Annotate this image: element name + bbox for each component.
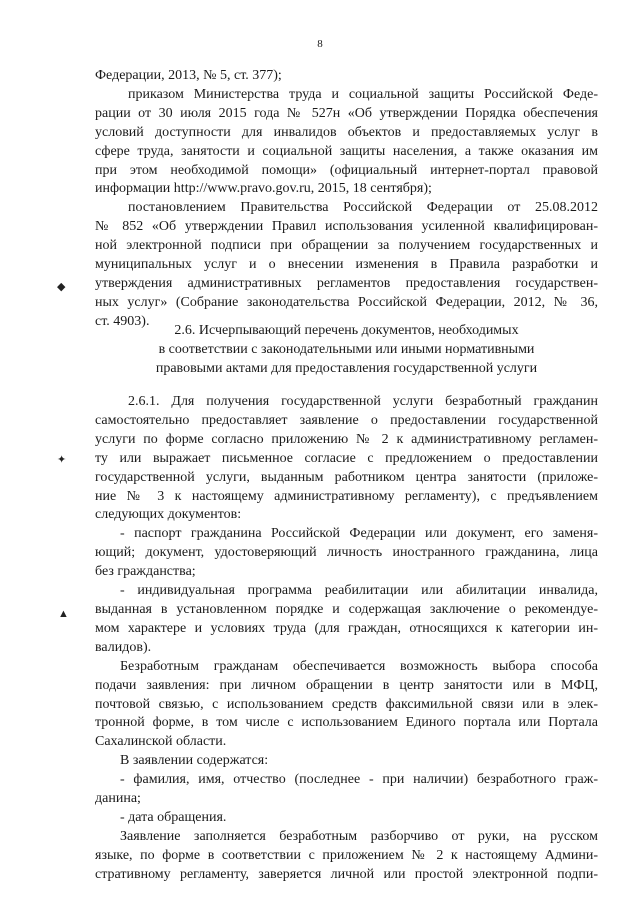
text-line: тронной форме, в том числе с использованием Единого портала или Портала <box>95 715 598 731</box>
heading-line: 2.6. Исчерпывающий перечень документов, необходимых <box>174 323 519 338</box>
text-line: языке, по форме в соответствии с приложением № 2 к настоящему Админи- <box>95 847 598 863</box>
section-heading <box>95 322 598 379</box>
text-line: ние № 3 к настоящему административному регламенту), с предъявлением <box>95 488 598 504</box>
text-line: Безработным гражданам обеспечивается возможность выбора способа <box>120 658 598 674</box>
text-line: ту или выражает письменное согласие с предложением о предоставлении <box>95 450 598 466</box>
page-number: 8 <box>317 38 323 50</box>
text-line: приказом Министерства труда и социальной защиты Российской Феде- <box>128 86 598 102</box>
text-line: почтовой связью, с использованием средств факсимильной связи или в элек- <box>95 696 598 712</box>
text-line: информации http://www.pravo.gov.ru, 2015, 18 сентября); <box>95 181 432 197</box>
text-line: Федерации, 2013, № 5, ст. 377); <box>95 68 282 83</box>
text-line: - индивидуальная программа реабилитации или абилитации инвалида, <box>120 583 598 599</box>
text-line: следующих документов: <box>95 507 242 523</box>
text-line: стративному регламенту, заверяется личной или простой электронной подпи- <box>95 866 598 882</box>
text-line: ющий; документ, удостоверяющий личность иностранного гражданина, лица <box>95 545 598 561</box>
text-line: 2.6.1. Для получения государственной услуги безработный гражданин <box>128 394 598 409</box>
scan-artifact-mark: ✦ <box>57 454 67 466</box>
heading-line: в соответствии с законодательными или иными нормативными <box>158 341 535 357</box>
text-line: государственной услуги, выданным работником центра занятости (приложе- <box>95 469 598 485</box>
text-line: - дата обращения. <box>120 809 227 825</box>
scan-artifact-mark: ◆ <box>57 281 66 293</box>
text-line: условий доступности для инвалидов объектов и предоставляемых услуг в <box>95 124 598 140</box>
text-line: рации от 30 июля 2015 года № 527н «Об утверждении Порядка обеспечения <box>95 105 598 121</box>
text-line: данина; <box>95 791 141 807</box>
text-line: мом характере и условиях труда (для граждан, относящихся к категории ин- <box>95 620 598 636</box>
text-line: Сахалинской области. <box>95 734 227 750</box>
text-line: утверждения административных регламентов предоставления государствен- <box>95 275 598 291</box>
text-line: - фамилия, имя, отчество (последнее - при наличии) безработного граж- <box>120 772 598 788</box>
text-line: ной электронной подписи при обращении за получением государственных и <box>95 238 598 254</box>
text-line: - паспорт гражданина Российской Федерации или документ, его заменя- <box>120 526 598 542</box>
text-line: № 852 «Об утверждении Правил использования усиленной квалифицирован- <box>95 219 598 235</box>
text-line: ст. 4903). <box>95 313 150 329</box>
text-line: выданная в установленном порядке и содержащая заключение о рекомендуе- <box>95 601 598 617</box>
text-line: самостоятельно предоставляет заявление о предоставлении государственной <box>95 412 598 428</box>
text-line: ных услуг» (Собрание законодательства Российской Федерации, 2012, № 36, <box>95 294 598 310</box>
text-line: муниципальных услуг и о внесении изменения в Правила разработки и <box>95 257 598 273</box>
heading-line: правовыми актами для предоставления государственной услуги <box>155 360 538 376</box>
section-body <box>95 393 598 885</box>
text-line: В заявлении содержатся: <box>120 753 269 769</box>
text-line: подачи заявления: при личном обращении в центр занятости или в МФЦ, <box>95 677 598 693</box>
text-line: Заявление заполняется безработным разборчиво от руки, на русском <box>120 828 598 844</box>
scan-artifact-mark: ▲ <box>58 608 69 620</box>
text-line: сфере труда, занятости и социальной защиты населения, а также оказания им <box>95 143 598 159</box>
text-line: без гражданства; <box>95 564 196 580</box>
text-line: валидов). <box>95 639 152 655</box>
text-line: при этом необходимой помощи» (официальный интернет-портал правовой <box>95 162 598 178</box>
legal-references-list <box>95 67 598 332</box>
text-line: услуги по форме согласно приложению № 2 к административному регламен- <box>95 431 598 447</box>
text-line: постановлением Правительства Российской Федерации от 25.08.2012 <box>128 200 598 216</box>
